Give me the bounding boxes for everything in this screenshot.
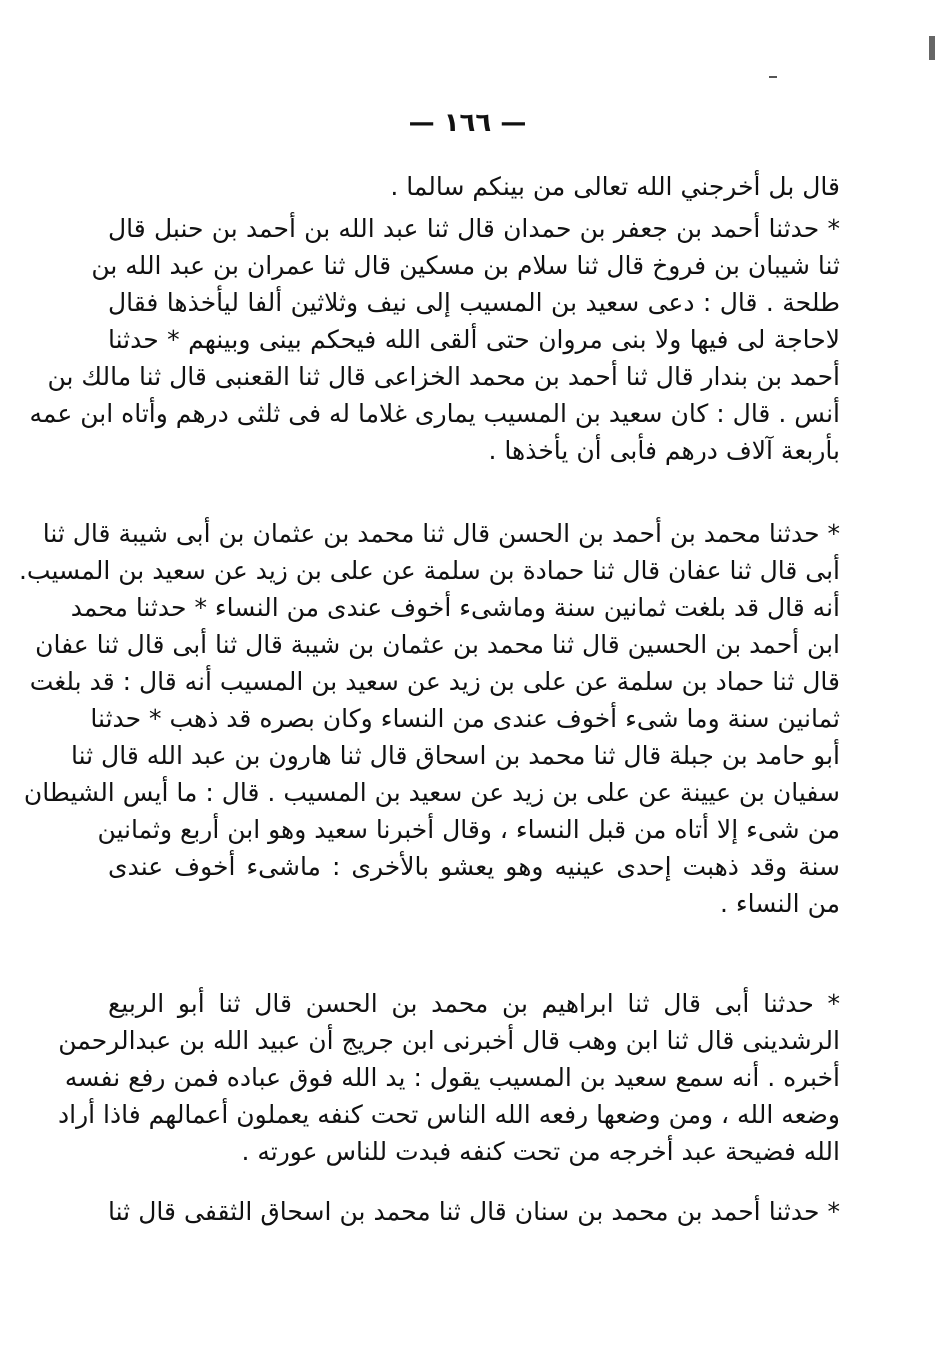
text-line: أبى قال ثنا عفان قال ثنا حمادة بن سلمة عن على بن زيد عن سعيد بن المسيب.	[18, 556, 840, 585]
text-line: أنه قال قد بلغت ثمانين سنة وماشىء أخوف عندى من النساء * حدثنا محمد	[70, 593, 840, 622]
text-line: ثمانين سنة وما شىء أخوف عندى من النساء وكان بصره قد ذهب * حدثنا	[90, 704, 840, 733]
text-line: قال بل أخرجني الله تعالى من بينكم سالما .	[390, 172, 840, 201]
text-line: قال ثنا حماد بن سلمة عن على بن زيد عن سعيد بن المسيب أنه قال : قد بلغت	[29, 667, 840, 696]
text-line: * حدثنا أبى قال ثنا ابراهيم بن محمد بن الحسن قال ثنا أبو الربيع	[108, 989, 840, 1018]
text-line: * حدثنا محمد بن أحمد بن الحسن قال ثنا محمد بن عثمان بن أبى شيبة قال ثنا	[42, 519, 840, 548]
text-line: ثنا شيبان بن فروخ قال ثنا سلام بن مسكين قال ثنا عمران بن عبد الله بن	[91, 251, 840, 280]
text-line: وضعه الله ، ومن وضعها رفعه الله الناس تحت كنفه يعملون أعمالهم فاذا أراد	[58, 1100, 840, 1129]
paragraph-1	[29, 210, 840, 469]
text-line: الله فضيحة عبد أخرجه من تحت كنفه فبدت للناس عورته .	[241, 1137, 840, 1166]
text-line: طلحة . قال : دعى سعيد بن المسيب إلى نيف وثلاثين ألفا ليأخذها فقال	[108, 288, 840, 317]
paragraph-4	[108, 1193, 840, 1230]
text-line: أبو حامد بن جبلة قال ثنا محمد بن اسحاق قال ثنا هارون بن عبد الله قال ثنا	[70, 741, 840, 770]
text-line: * حدثنا أحمد بن محمد بن سنان قال ثنا محمد بن اسحاق الثقفى قال ثنا	[108, 1197, 840, 1226]
text-line: * حدثنا أحمد بن جعفر بن حمدان قال ثنا عبد الله بن أحمد بن حنبل قال	[108, 214, 840, 243]
text-line: من شىء إلا أتاه من قبل النساء ، وقال أخبرنا سعيد وهو ابن أربع وثمانين	[97, 815, 840, 844]
text-line: لاحاجة لى فيها ولا بنى مروان حتى ألقى الله فيحكم بينى وبينهم * حدثنا	[108, 325, 840, 354]
paragraph-0	[108, 168, 840, 205]
text-line: سنة وقد ذهبت إحدى عينيه وهو يعشو بالأخرى : ماشىء أخوف عندى	[108, 852, 840, 881]
scan-edge-mark	[929, 36, 935, 60]
text-line: أخبره . أنه سمع سعيد بن المسيب يقول : يد الله فوق عباده فمن رفع نفسه	[64, 1063, 840, 1092]
text-line: من النساء .	[719, 889, 840, 918]
page-number: — ١٦٦ —	[408, 108, 527, 138]
text-line: سفيان بن عيينة عن على بن زيد عن سعيد بن المسيب . قال : ما أيس الشيطان	[23, 778, 840, 807]
paragraph-2	[18, 515, 840, 922]
text-line: أنس . قال : كان سعيد بن المسيب يمارى غلاما له فى ثلثى درهم وأتاه ابن عمه	[29, 399, 840, 428]
paragraph-3	[58, 985, 840, 1170]
text-line: بأربعة آلاف درهم فأبى أن يأخذها .	[488, 436, 840, 465]
scan-speck	[769, 76, 777, 78]
text-line: الرشدينى قال ثنا ابن وهب قال أخبرنى ابن جريج أن عبيد الله بن عبدالرحمن	[58, 1026, 840, 1055]
text-line: ابن أحمد بن الحسين قال ثنا محمد بن عثمان بن شيبة قال ثنا أبى قال ثنا عفان	[35, 630, 840, 659]
text-line: أحمد بن بندار قال ثنا أحمد بن محمد الخزاعى قال ثنا القعنبى قال ثنا مالك بن	[47, 362, 840, 391]
